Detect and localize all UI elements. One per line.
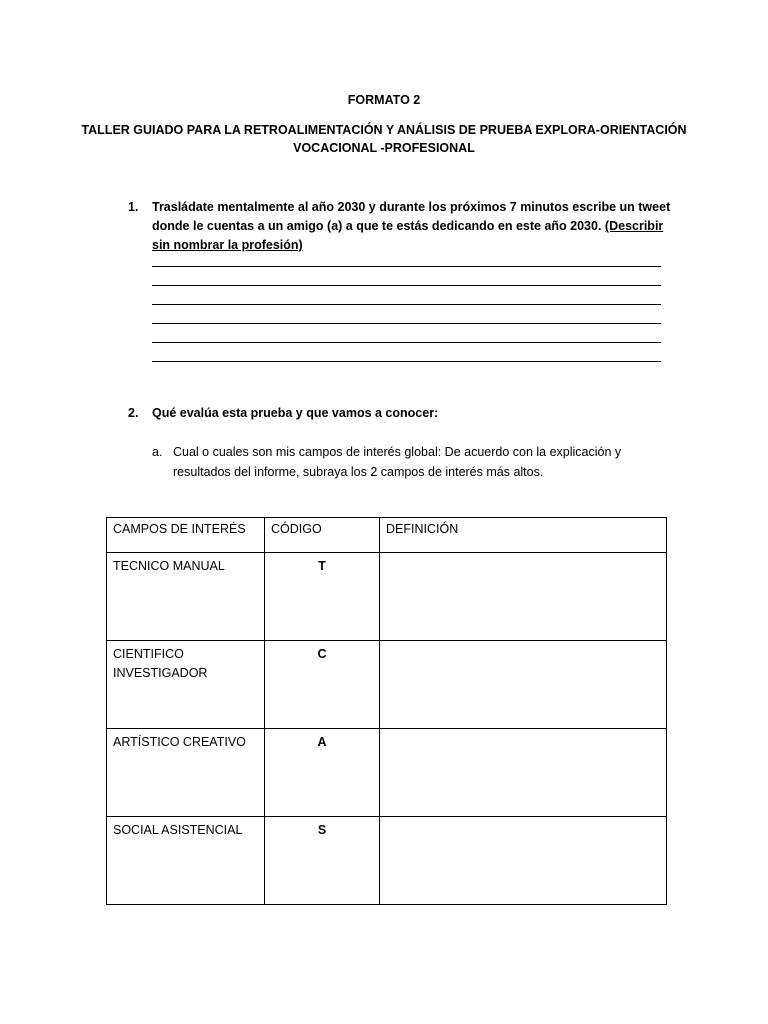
sub-a-label: a.: [152, 445, 163, 459]
document-title-line-2: VOCACIONAL -PROFESIONAL: [293, 141, 475, 155]
table-row: [107, 553, 667, 641]
header-codigo: CÓDIGO: [265, 518, 380, 553]
definicion-cell[interactable]: [380, 817, 667, 905]
codigo-cell: S: [265, 817, 380, 905]
codigo-cell: T: [265, 553, 380, 641]
campo-cell: ARTÍSTICO CREATIVO: [107, 729, 265, 817]
campo-cell: SOCIAL ASISTENCIAL: [107, 817, 265, 905]
interest-fields-table: [106, 517, 667, 905]
answer-lines[interactable]: [152, 266, 661, 380]
header-campos: CAMPOS DE INTERÉS: [107, 518, 265, 553]
document-format-label: FORMATO 2: [347, 93, 421, 107]
table-row: [107, 729, 667, 817]
header-definicion: DEFINICIÓN: [380, 518, 667, 553]
table-row: [107, 641, 667, 729]
definicion-cell[interactable]: [380, 641, 667, 729]
question-1-instruction: (Describir sin nombrar la profesión): [152, 219, 664, 252]
answer-line[interactable]: [152, 285, 661, 286]
answer-line[interactable]: [152, 304, 661, 305]
codigo-cell: C: [265, 641, 380, 729]
campo-cell: CIENTIFICO INVESTIGADOR: [107, 641, 265, 729]
document-title-line-1: TALLER GUIADO PARA LA RETROALIMENTACIÓN Y ANÁLISIS DE PRUEBA EXPLORA-ORIENTACIÓN: [81, 123, 687, 137]
question-2-number: 2.: [128, 406, 139, 420]
definicion-cell[interactable]: [380, 553, 667, 641]
answer-line[interactable]: [152, 342, 661, 343]
question-1-text: [152, 198, 672, 255]
question-2-text: Qué evalúa esta prueba y que vamos a conocer:: [152, 406, 439, 420]
sub-a-text: Cual o cuales son mis campos de interés global: De acuerdo con la explicación y resultados del informe, subraya los 2 campos de interés más altos.: [173, 445, 622, 479]
codigo-cell: A: [265, 729, 380, 817]
campo-cell: TECNICO MANUAL: [107, 553, 265, 641]
table-header-row: [107, 518, 667, 553]
answer-line[interactable]: [152, 266, 661, 267]
question-1-number: 1.: [128, 200, 139, 214]
answer-line[interactable]: [152, 361, 661, 362]
answer-line[interactable]: [152, 323, 661, 324]
definicion-cell[interactable]: [380, 729, 667, 817]
table-row: [107, 817, 667, 905]
question-1-body: Trasládate mentalmente al año 2030 y durante los próximos 7 minutos escribe un tweet donde le cuentas a un amigo (a) a que te estás dedicando en este año 2030.: [152, 200, 671, 233]
